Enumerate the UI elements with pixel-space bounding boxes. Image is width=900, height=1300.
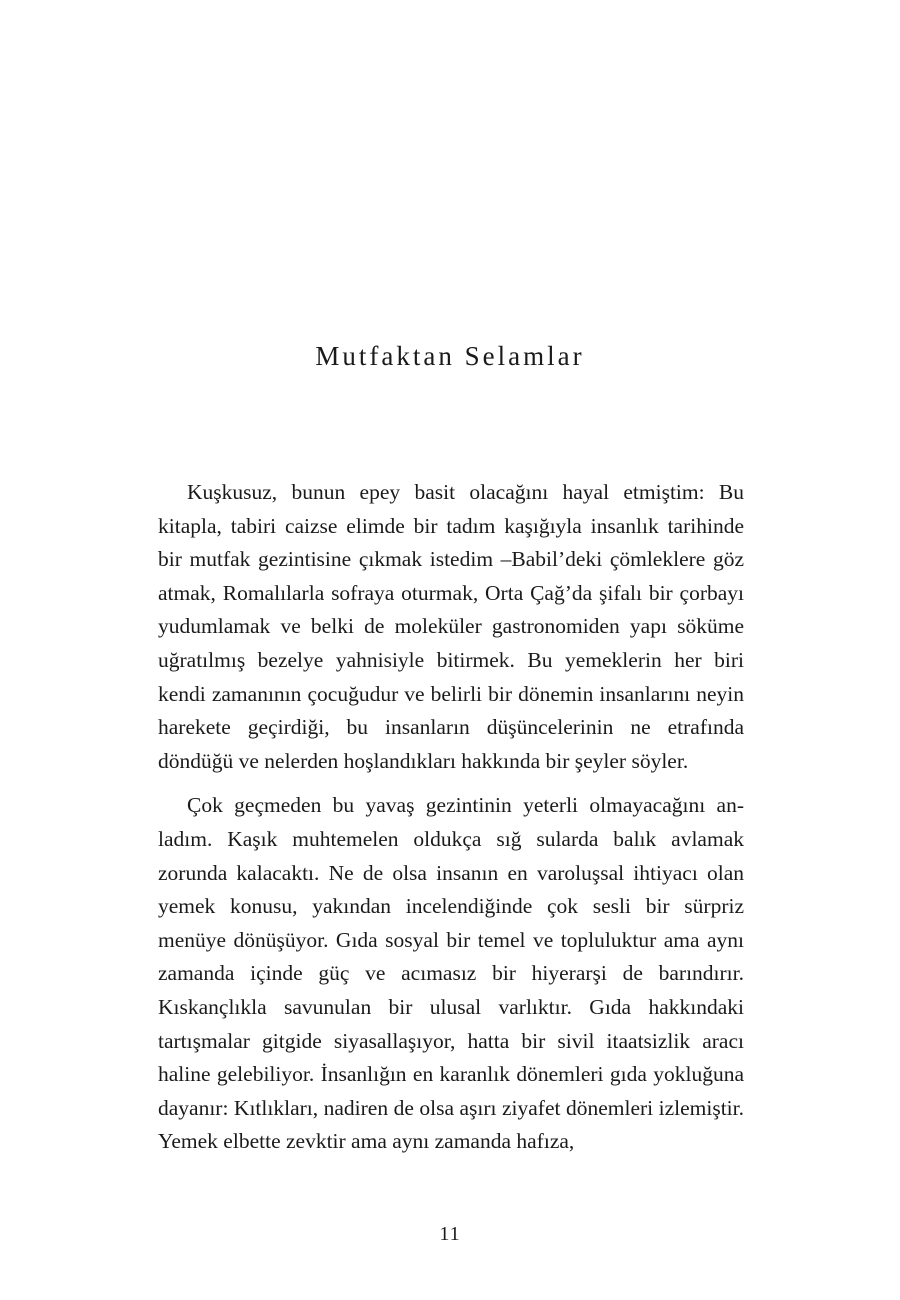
body-text: [158, 476, 744, 1170]
paragraph-2: Çok geçmeden bu yavaş gezintinin yeterli olmayacağını anladım. Kaşık muhtemelen oldukça sığ sularda balık avlamak zorunda kalacaktı. Ne de olsa insanın en varoluşsal ihtiyacı olan yemek konusu, yakından incelendiğinde çok sesli bir sürpriz menüye dönüşüyor. Gıda sosyal bir temel ve topluluktur ama aynı zamanda içinde güç ve acımasız bir hiyerarşi de barındırır. Kıskançlıkla savunulan bir ulusal varlıktır. Gıda hakkındaki tartışmalar gitgide siyasallaşıyor, hatta bir sivil itaatsizlik aracı haline gelebiliyor. İnsanlığın en karanlık dönemleri gıda yokluğuna dayanır: Kıtlıkları, nadiren de olsa aşırı ziyafet dönemleri izlemiştir. Yemek elbette zevktir ama aynı zamanda hafıza,: [158, 793, 744, 1154]
page-number: 11: [439, 1223, 461, 1245]
chapter-title: Mutfaktan Selamlar: [315, 341, 585, 371]
paragraph-1: Kuşkusuz, bunun epey basit olacağını hayal etmiştim: Bu kitapla, tabiri caizse elimde bir tadım kaşığıyla insanlık tarihinde bir mutfak gezintisine çıkmak istedim –Babil’deki çömleklere göz atmak, Romalılarla sofraya oturmak, Orta Çağ’da şifalı bir çorbayı yudumlamak ve belki de moleküler gastronomiden yapı söküme uğratılmış bezelye yahnisiyle bitirmek. Bu yemeklerin her biri kendi zamanının çocuğudur ve belirli bir dönemin insanlarını neyin harekete geçirdiği, bu insanların düşüncelerinin ne etrafında döndüğü ve nelerden hoşlandıkları hakkında bir şeyler söyler.: [158, 480, 744, 773]
